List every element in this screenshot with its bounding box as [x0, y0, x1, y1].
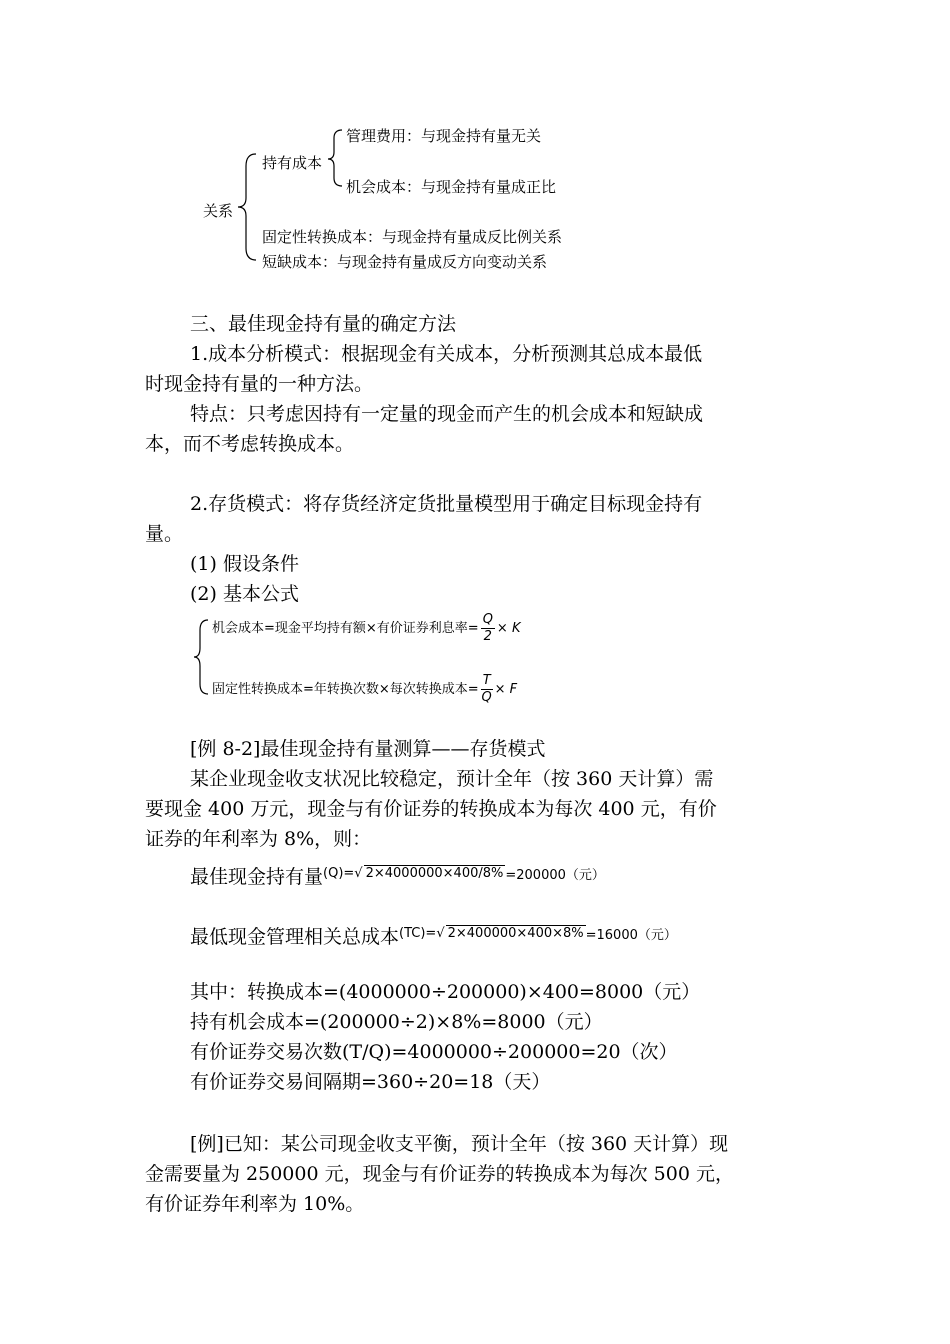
diagram-management-cost: 管理费用：与现金持有量无关: [346, 127, 542, 145]
list-item-formula: (2) 基本公式: [190, 583, 299, 605]
outer-brace: [236, 152, 260, 262]
paragraph-feature-line2: 本，而不考虑转换成本。: [145, 433, 355, 455]
example-text-line3: 证券的年利率为 8%，则：: [145, 828, 372, 850]
diagram-fixed-conversion-cost: 固定性转换成本：与现金持有量成反比例关系: [262, 228, 563, 246]
total-cost-formula: 最低现金管理相关总成本$^{(TC)=√}$ 2×400000×400×8% $^{=16000(元)}$: [190, 926, 677, 948]
diagram-opportunity-cost: 机会成本：与现金持有量成正比: [346, 178, 557, 196]
fraction-numerator: T: [482, 673, 491, 688]
formula-opportunity-label: 机会成本=现金平均持有额×有价证券利息率=: [212, 621, 479, 636]
calc-trade-interval: 有价证券交易间隔期=360÷20=18（天）: [190, 1071, 551, 1093]
diagram-holding-cost: 持有成本: [262, 154, 323, 172]
example-text-line2: 要现金 400 万元，现金与有价证券的转换成本为每次 400 元，有价: [145, 798, 717, 820]
formula-conversion-tail: × F: [494, 682, 518, 697]
total-cost-result: =16000（元）: [585, 928, 677, 943]
fraction-q-over-2: [481, 612, 495, 645]
total-cost-label: 最低现金管理相关总成本: [190, 926, 400, 948]
calc-trade-count: 有价证券交易次数(T/Q)=4000000÷200000=20（次）: [190, 1041, 678, 1063]
optimal-cash-label: 最佳现金持有量: [190, 866, 324, 888]
calc-opportunity-cost: 持有机会成本=(200000÷2)×8%=8000（元）: [190, 1011, 603, 1033]
fraction-denominator: Q: [481, 690, 492, 705]
paragraph-cost-analysis-line2: 时现金持有量的一种方法。: [145, 373, 374, 395]
fraction-numerator: Q: [482, 612, 493, 627]
total-cost-radicand: 2×400000×400×8%: [447, 926, 584, 941]
diagram-root-label: 关系: [203, 202, 234, 220]
paragraph-inventory-line1: 2.存货模式：将存货经济定货批量模型用于确定目标现金持有: [190, 493, 703, 515]
paragraph-inventory-line2: 量。: [145, 523, 184, 545]
formula-conversion-cost: [212, 673, 517, 706]
optimal-cash-prefix: (Q)=: [323, 866, 355, 881]
optimal-cash-formula: 最佳现金持有量$^{(Q)=√}$ 2×4000000×400/8% $^{=200000(元)}$: [190, 866, 605, 888]
example-title: [例 8-2]最佳现金持有量测算——存货模式: [190, 738, 546, 760]
section-heading: 三、最佳现金持有量的确定方法: [190, 313, 457, 335]
formula-opportunity-cost: [212, 612, 520, 645]
formula-conversion-label: 固定性转换成本=年转换次数×每次转换成本=: [212, 682, 479, 697]
optimal-cash-result: =200000（元）: [505, 868, 605, 883]
example2-line1: [例]已知：某公司现金收支平衡，预计全年（按 360 天计算）现: [190, 1133, 729, 1155]
paragraph-cost-analysis-line1: 1.成本分析模式：根据现金有关成本，分析预测其总成本最低: [190, 343, 703, 365]
fraction-t-over-q: [481, 673, 493, 706]
inner-brace: [326, 128, 346, 188]
diagram-shortage-cost: 短缺成本：与现金持有量成反方向变动关系: [262, 253, 548, 271]
paragraph-feature-line1: 特点：只考虑因持有一定量的现金而产生的机会成本和短缺成: [190, 403, 704, 425]
total-cost-prefix: (TC)=: [399, 926, 437, 941]
list-item-assumptions: (1) 假设条件: [190, 553, 299, 575]
example-text-line1: 某企业现金收支状况比较稳定，预计全年（按 360 天计算）需: [190, 768, 714, 790]
optimal-cash-radicand: 2×4000000×400/8%: [365, 866, 504, 881]
example2-line3: 有价证券年利率为 10%。: [145, 1193, 365, 1215]
formula-opportunity-tail: × K: [496, 621, 521, 636]
formula-brace: [192, 618, 212, 696]
example2-line2: 金需要量为 250000 元，现金与有价证券的转换成本为每次 500 元，: [145, 1163, 734, 1185]
calc-conversion-cost: 其中：转换成本=(4000000÷200000)×400=8000（元）: [190, 981, 701, 1003]
fraction-denominator: 2: [483, 629, 492, 644]
